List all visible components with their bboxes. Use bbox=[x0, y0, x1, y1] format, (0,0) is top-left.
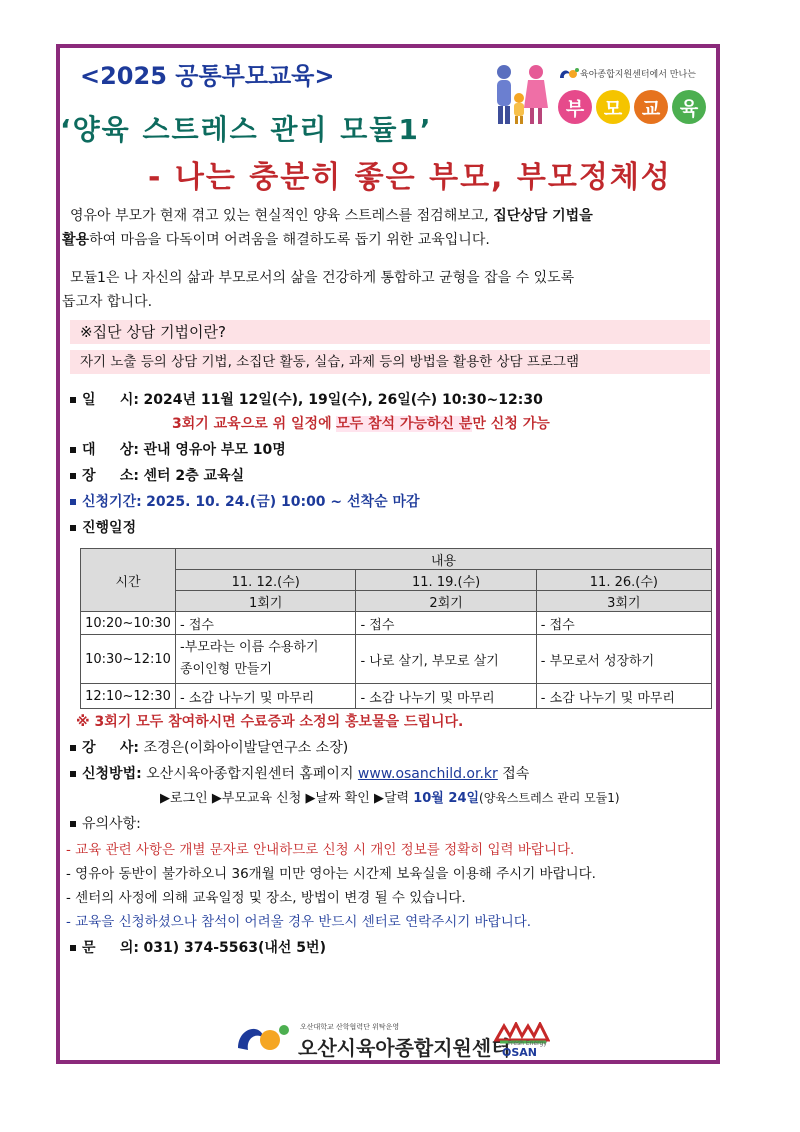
lecturer-label: 강 사: bbox=[82, 740, 140, 756]
schedule-label: 진행일정 bbox=[82, 520, 137, 536]
city-name: OSAN bbox=[502, 1046, 537, 1059]
session-header-1: 1회기 bbox=[176, 591, 356, 612]
bullet-square-icon bbox=[70, 397, 76, 403]
org-small-text: 오산대학교 산학협력단 위탁운영 bbox=[300, 1023, 400, 1031]
notice-row bbox=[70, 812, 141, 836]
place-row bbox=[70, 464, 244, 488]
module-title: ‘양육 스트레스 관리 모듈1’ bbox=[60, 113, 433, 146]
badge-char-2: 모 bbox=[596, 90, 630, 124]
content-header: 내용 bbox=[176, 549, 712, 570]
date-header-3: 11. 26.(수) bbox=[536, 570, 711, 591]
period-label: 신청기간: bbox=[82, 494, 142, 510]
notice-item-1: - 교육 관련 사항은 개별 문자로 안내하므로 신청 시 개인 정보를 정확히 입력 바랍니다. bbox=[66, 842, 575, 858]
target-row bbox=[70, 438, 286, 462]
apply-value-a: 오산시육아종합지원센터 홈페이지 bbox=[146, 766, 354, 782]
bullet-square-icon bbox=[70, 821, 76, 827]
step-login: ▶로그인 bbox=[160, 791, 208, 806]
bullet-square-icon bbox=[70, 499, 76, 505]
time-cell: 10:20~10:30 bbox=[81, 612, 176, 635]
table-row bbox=[81, 612, 712, 635]
notice-label: 유의사항: bbox=[82, 816, 141, 832]
content-cell: - 접수 bbox=[356, 612, 536, 635]
date-note-b: 모두 참석 가능하신 분 bbox=[336, 416, 473, 432]
time-cell: 10:30~12:10 bbox=[81, 635, 176, 684]
lecturer-value: 조경은(이화아이발달연구소 소장) bbox=[143, 740, 349, 756]
date-note bbox=[172, 412, 550, 436]
notice-item-3: - 센터의 사정에 의해 교육일정 및 장소, 방법이 변경 될 수 있습니다. bbox=[66, 890, 466, 906]
step-tail: (양육스트레스 관리 모듈1) bbox=[479, 791, 620, 805]
bullet-square-icon bbox=[70, 945, 76, 951]
intro-text-d: 하여 마음을 다독이며 어려움을 해결하도록 돕기 위한 교육입니다. bbox=[89, 232, 490, 248]
intro-paragraph-2-line-2: 돕고자 합니다. bbox=[62, 294, 153, 310]
content-cell: - 접수 bbox=[536, 612, 711, 635]
bullet-square-icon bbox=[70, 447, 76, 453]
date-header-1: 11. 12.(수) bbox=[176, 570, 356, 591]
bullet-square-icon bbox=[70, 525, 76, 531]
date-note-c: 만 신청 가능 bbox=[472, 416, 550, 432]
place-value: 센터 2층 교육실 bbox=[143, 468, 245, 484]
note-title: ※집단 상담 기법이란? bbox=[80, 323, 226, 341]
contact-label: 문 의: bbox=[82, 940, 140, 956]
badge-caption: 육아종합지원센터에서 만나는 bbox=[580, 70, 696, 80]
intro-paragraph-2-line-1: 모듈1은 나 자신의 삶과 부모로서의 삶을 건강하게 통합하고 균형을 잡을 수 있도록 bbox=[70, 270, 575, 286]
target-value: 관내 영유아 부모 10명 bbox=[143, 442, 286, 458]
intro-paragraph-1-line-2 bbox=[62, 228, 490, 252]
step-date: 10월 24일 bbox=[413, 791, 480, 806]
step-apply: ▶부모교육 신청 bbox=[211, 791, 302, 806]
content-cell: - 나로 살기, 부모로 살기 bbox=[356, 635, 536, 684]
intro-text-a: 영유아 부모가 현재 겪고 있는 현실적인 양육 스트레스를 점검해보고, bbox=[70, 208, 494, 224]
apply-value-b: 접속 bbox=[502, 766, 530, 782]
note-body: 자기 노출 등의 상담 기법, 소집단 활동, 실습, 과제 등의 방법을 활용한 상담 프로그램 bbox=[80, 354, 580, 370]
time-header: 시간 bbox=[81, 549, 176, 612]
schedule-row bbox=[70, 516, 136, 540]
homepage-link[interactable]: www.osanchild.or.kr bbox=[357, 766, 498, 782]
content-cell: -부모라는 이름 수용하기 종이인형 만들기 bbox=[176, 635, 356, 684]
period-value: 2025. 10. 24.(금) 10:00 ~ 선착순 마감 bbox=[146, 494, 420, 510]
content-cell: - 소감 나누기 및 마무리 bbox=[176, 684, 356, 709]
contact-row bbox=[70, 936, 326, 960]
notice-item-4: - 교육을 신청하셨으나 참석이 어려울 경우 반드시 센터로 연락주시기 바랍니다. bbox=[66, 914, 532, 930]
session-header-2: 2회기 bbox=[356, 591, 536, 612]
badge-char-3: 교 bbox=[634, 90, 668, 124]
reward-notice: ※ 3회기 모두 참여하시면 수료증과 소정의 홍보물을 드립니다. bbox=[76, 714, 464, 730]
content-cell: - 부모로서 성장하기 bbox=[536, 635, 711, 684]
time-cell: 12:10~12:30 bbox=[81, 684, 176, 709]
intro-text-b: 집단상담 기법을 bbox=[493, 208, 593, 224]
intro-paragraph-1-line-1 bbox=[70, 204, 593, 228]
badge-char-1: 부 bbox=[558, 90, 592, 124]
date-label: 일 시: bbox=[82, 392, 140, 408]
org-name: 오산시육아종합지원센터 bbox=[298, 1036, 511, 1060]
content-cell: - 접수 bbox=[176, 612, 356, 635]
apply-label: 신청방법: bbox=[82, 766, 142, 782]
apply-steps bbox=[160, 786, 620, 811]
lecturer-row bbox=[70, 736, 348, 760]
badge-char-4: 육 bbox=[672, 90, 706, 124]
center-logo-icon bbox=[234, 1020, 294, 1056]
session-header-3: 3회기 bbox=[536, 591, 711, 612]
target-label: 대 상: bbox=[82, 442, 140, 458]
city-small-text: Fresh Energy bbox=[508, 1040, 547, 1047]
step-calendar: ▶달력 bbox=[373, 791, 410, 806]
center-logo-small-icon bbox=[558, 66, 580, 82]
date-note-a: 3회기 교육으로 위 일정에 bbox=[172, 416, 332, 432]
date-header-2: 11. 19.(수) bbox=[356, 570, 536, 591]
place-label: 장 소: bbox=[82, 468, 140, 484]
family-illustration-icon bbox=[488, 62, 554, 128]
schedule-table bbox=[80, 548, 712, 709]
module-subtitle: - 나는 충분히 좋은 부모, 부모정체성 bbox=[148, 160, 672, 195]
parent-education-badge bbox=[558, 90, 706, 124]
apply-row bbox=[70, 762, 529, 786]
step-date-check: ▶날짜 확인 bbox=[305, 791, 370, 806]
bullet-square-icon bbox=[70, 771, 76, 777]
period-row bbox=[70, 490, 420, 514]
date-row bbox=[70, 388, 543, 412]
intro-text-c: 활용 bbox=[62, 232, 90, 248]
program-category-title: <2025 공통부모교육> bbox=[80, 62, 335, 90]
bullet-square-icon bbox=[70, 745, 76, 751]
table-row bbox=[81, 635, 712, 684]
content-cell: - 소감 나누기 및 마무리 bbox=[356, 684, 536, 709]
notice-item-2: - 영유아 동반이 불가하오니 36개월 미만 영아는 시간제 보육실을 이용해 주시기 바랍니다. bbox=[66, 866, 596, 882]
content-cell: - 소감 나누기 및 마무리 bbox=[536, 684, 711, 709]
date-value: 2024년 11월 12일(수), 19일(수), 26일(수) 10:30~12:30 bbox=[143, 392, 543, 408]
contact-value: 031) 374-5563(내선 5번) bbox=[143, 940, 326, 956]
table-row bbox=[81, 684, 712, 709]
bullet-square-icon bbox=[70, 473, 76, 479]
